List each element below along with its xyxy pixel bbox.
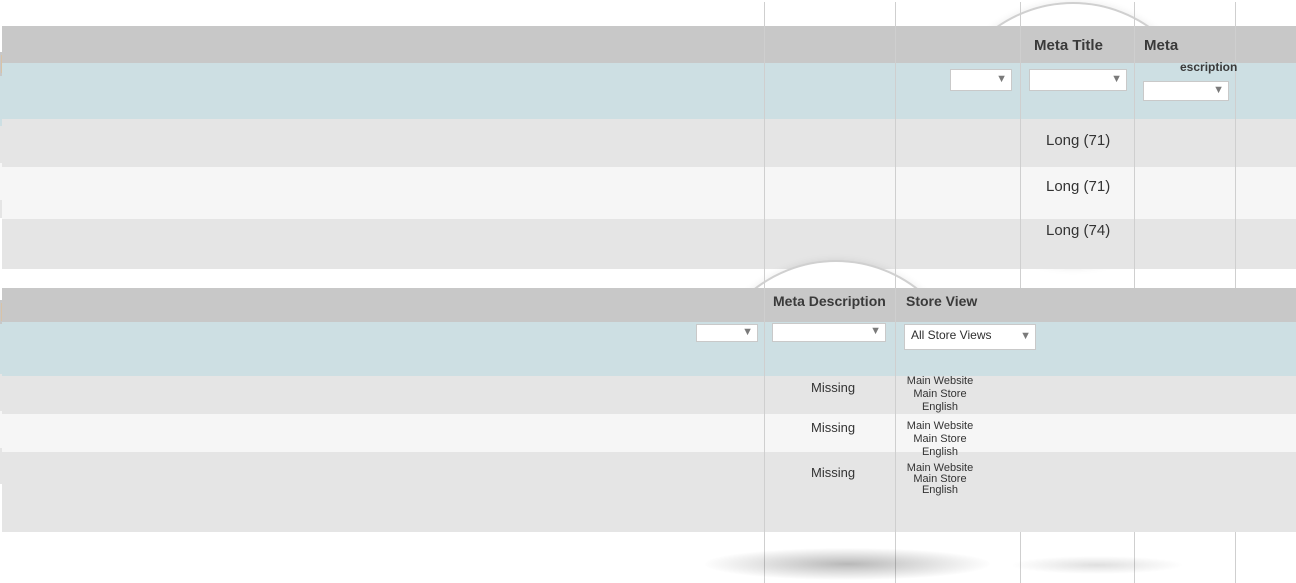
store-view-header: Store View <box>906 293 978 309</box>
meta-description-header: Meta Description <box>773 293 886 309</box>
meta-description-value: Missing <box>811 420 856 435</box>
chevron-down-icon: ▼ <box>1213 84 1224 96</box>
meta-description-value: Missing <box>811 380 856 395</box>
magnified-filter-select[interactable] <box>696 324 758 342</box>
chevron-down-icon: ▼ <box>996 73 1007 85</box>
magnifier-shadow <box>705 548 990 580</box>
meta-title-value: Long (71) <box>1046 132 1111 149</box>
chevron-down-icon: ▼ <box>870 325 881 337</box>
store-view-cell: Main Website Main Store English <box>906 462 974 496</box>
meta-title-value: Long (74) <box>1046 222 1111 239</box>
chevron-down-icon: ▼ <box>742 326 753 338</box>
description-header-fragment: escription <box>1180 60 1238 74</box>
magnifier-meta-description <box>703 260 1031 526</box>
magnifier-shadow <box>1012 556 1182 574</box>
meta-description-filter-select[interactable] <box>772 323 886 342</box>
chevron-down-icon: ▼ <box>1020 330 1031 342</box>
meta-title-value: Long (71) <box>1046 178 1111 195</box>
store-view-cell: Main Website Main Store English <box>906 420 974 458</box>
meta-description-value: Missing <box>811 465 856 480</box>
store-view-filter-select[interactable]: All Store Views ▼ <box>904 324 1036 350</box>
meta-header-fragment: Meta <box>1144 37 1179 54</box>
meta-title-header: Meta Title <box>1034 37 1103 54</box>
chevron-down-icon: ▼ <box>1111 73 1122 85</box>
store-view-cell: Main Website Main Store English <box>906 375 974 413</box>
